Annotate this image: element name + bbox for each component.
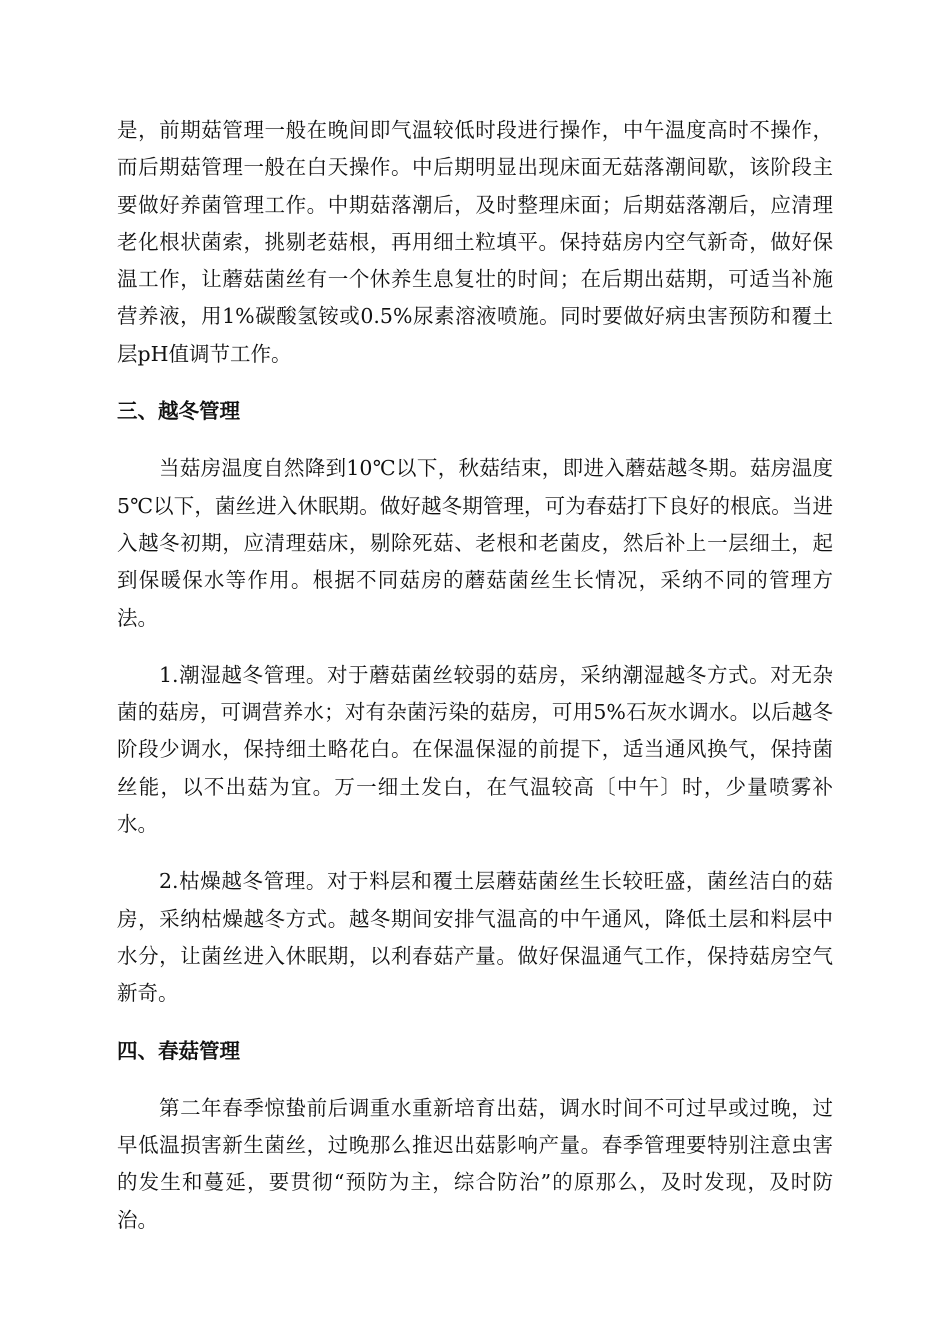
section-heading-overwinter: 三、越冬管理 (117, 399, 240, 424)
document-page (117, 112, 833, 1239)
paragraph-overwinter-intro: 当菇房温度自然降到10℃以下，秋菇结束，即进入蘑菇越冬期。菇房温度5℃以下，菌丝进入休眠期。做好越冬期管理，可为春菇打下良好的根底。当进入越冬初期，应清理菇床，剔除死菇、老根和老菌皮，然后补上一层细土，起到保暖保水等作用。根据不同菇房的蘑菇菌丝生长情况，采纳不同的管理方法。 (117, 456, 833, 630)
section-heading-spring: 四、春菇管理 (117, 1038, 240, 1063)
paragraph-wet-overwinter: 1.潮湿越冬管理。对于蘑菇菌丝较弱的菇房，采纳潮湿越冬方式。对无杂菌的菇房，可调营养水；对有杂菌污染的菇房，可用5%石灰水调水。以后越冬阶段少调水，保持细土略花白。在保温保湿的前提下，适当通风换气，保持菌丝能，以不出菇为宜。万一细土发白，在气温较高〔中午〕时，少量喷雾补水。 (117, 662, 833, 837)
paragraph-spring: 第二年春季惊蛰前后调重水重新培育出菇，调水时间不可过早或过晚，过早低温损害新生菌丝，过晚那么推迟出菇影响产量。春季管理要特别注意虫害的发生和蔓延，要贯彻“预防为主，综合防治”的原那么，及时发现，及时防治。 (117, 1095, 833, 1232)
paragraph-dry-overwinter: 2.枯燥越冬管理。对于料层和覆土层蘑菇菌丝生长较旺盛，菌丝洁白的菇房，采纳枯燥越冬方式。越冬期间安排气温高的中午通风，降低土层和料层中水分，让菌丝进入休眠期，以利春菇产量。做好保温通气工作，保持菇房空气新奇。 (117, 869, 833, 1006)
paragraph-continued: 是，前期菇管理一般在晚间即气温较低时段进行操作，中午温度高时不操作，而后期菇管理一般在白天操作。中后期明显出现床面无菇落潮间歇，该阶段主要做好养菌管理工作。中期菇落潮后，及时整理床面；后期菇落潮后，应清理老化根状菌索，挑剔老菇根，再用细土粒填平。保持菇房内空气新奇，做好保温工作，让蘑菇菌丝有一个休养生息复壮的时间；在后期出菇期，可适当补施营养液，用1%碳酸氢铵或0.5%尿素溶液喷施。同时要做好病虫害预防和覆土层pH值调节工作。 (117, 118, 833, 366)
